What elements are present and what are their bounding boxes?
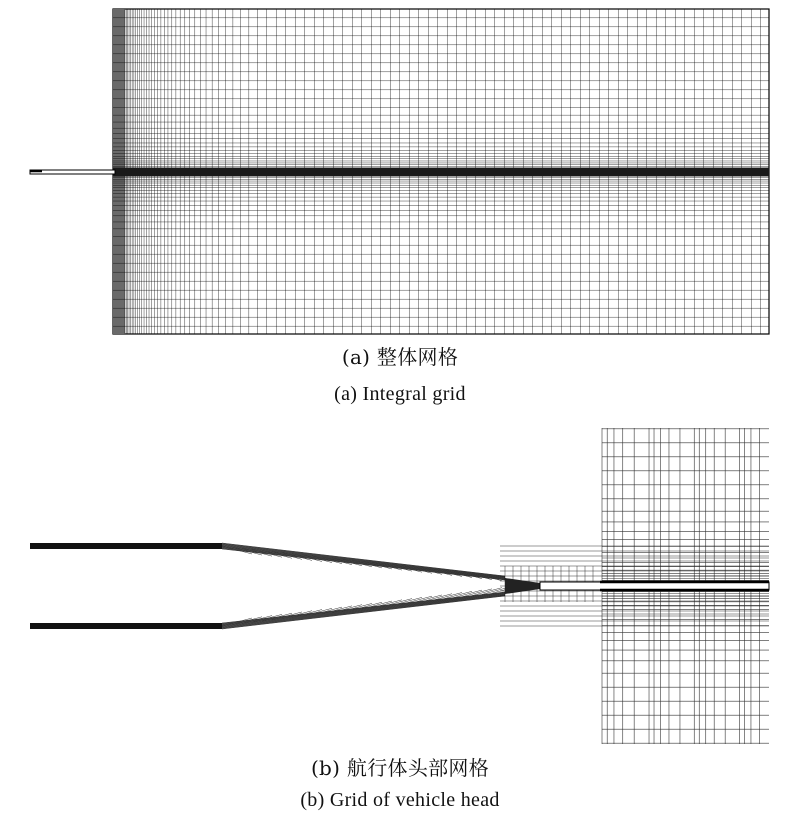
grid-line [222, 594, 505, 626]
centerline-band [113, 168, 769, 176]
grid-line [222, 545, 505, 578]
grid-line [222, 595, 505, 628]
caption-b-english: (b) Grid of vehicle head [300, 789, 500, 811]
grid-line [222, 547, 505, 579]
grid-line [222, 545, 505, 577]
upper-plate [30, 543, 222, 549]
lower-plate [30, 623, 222, 629]
grid-line [222, 595, 505, 628]
converging-mesh [222, 543, 522, 629]
grid-line [222, 544, 505, 577]
grid-line [222, 593, 505, 625]
vehicle-head-grid-panel [30, 428, 769, 744]
vehicle-nose [505, 578, 540, 594]
grid-line [222, 595, 505, 627]
caption-a-chinese: (a) 整体网格 [341, 345, 459, 369]
grid-line [222, 543, 505, 576]
grid-line [222, 594, 505, 626]
grid-line [222, 596, 505, 629]
vehicle-body [30, 170, 115, 174]
grid-line [222, 594, 505, 626]
grid-line [222, 595, 505, 627]
grid-line [222, 546, 505, 578]
integral-grid-panel [30, 9, 769, 334]
grid-line [222, 596, 505, 629]
caption-a-english: (a) Integral grid [334, 383, 466, 405]
grid-line [222, 596, 505, 629]
grid-line [222, 543, 505, 576]
caption-b-chinese: (b) 航行体头部网格 [310, 756, 490, 780]
